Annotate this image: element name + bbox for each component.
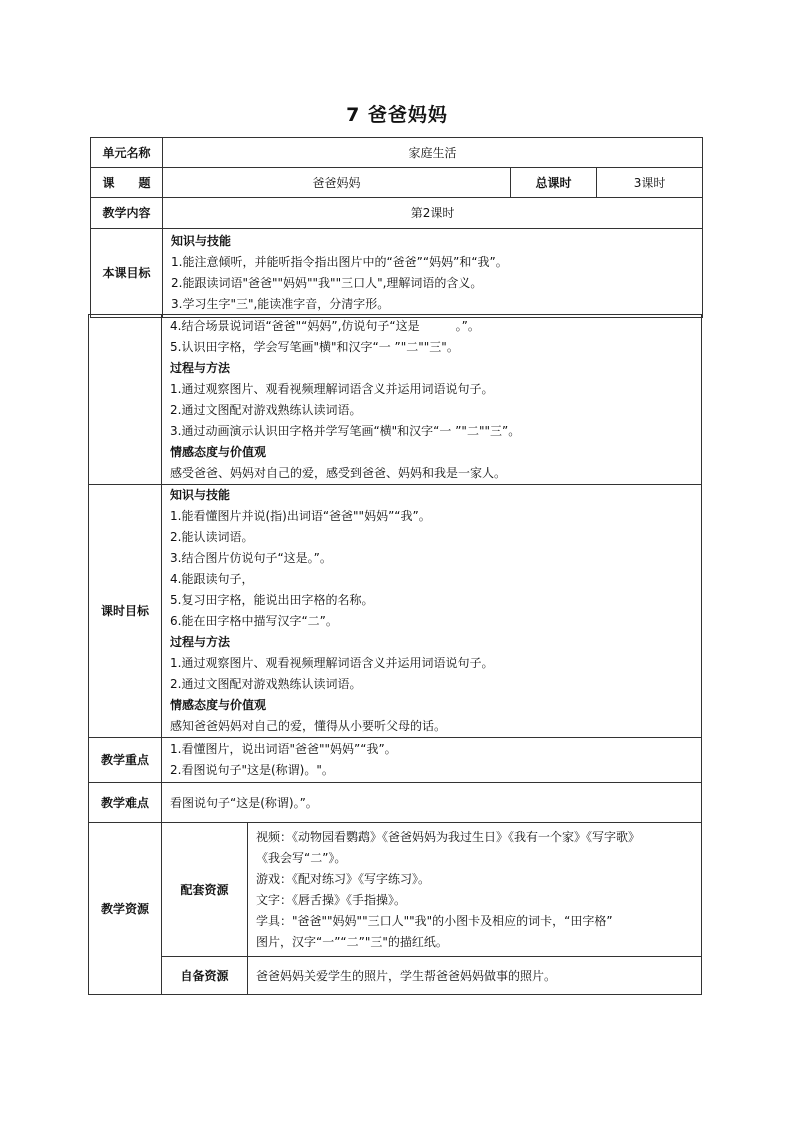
total-hours-value: 3课时 [597,168,703,198]
lesson-plan-table-goals-cont [88,314,702,485]
unit-label: 单元名称 [91,138,163,168]
goal-line: 3.学习生字"三",能读准字音，分清字形。 [171,297,390,311]
goals-heading: 情感态度与价值观 [170,698,267,712]
self-resources-value: 爸爸妈妈关爱学生的照片，学生帮爸爸妈妈做事的照片。 [248,957,702,995]
goal-line: 6.能在田字格中描写汉字“二”。 [170,614,338,628]
key-point-line: 2.看图说句子"这是(称谓)。"。 [170,763,334,777]
unit-value: 家庭生活 [163,138,703,168]
topic-value: 爸爸妈妈 [163,168,511,198]
goal-line: 4.能跟读句子， [170,572,254,586]
goal-line: 2.能跟读词语"爸爸""妈妈""我""三口人",理解词语的含义。 [171,276,483,290]
goals-heading: 过程与方法 [170,360,231,375]
goal-line: 2.通过文图配对游戏熟练认读词语。 [170,402,362,417]
supporting-resources-label: 配套资源 [162,823,248,957]
difficulties-value: 看图说句子“这是(称谓)。”。 [162,783,702,823]
key-points-label: 教学重点 [89,738,162,783]
goal-line: 5.复习田字格，能说出田字格的名称。 [170,593,374,607]
goal-line: 3.通过动画演示认识田字格并学写笔画“横"和汉字“一 ”"二""三”。 [170,423,521,438]
resource-line: 《我会写“二”》。 [256,850,347,865]
key-point-line: 1.看懂图片，说出词语"爸爸""妈妈”“我”。 [170,742,397,756]
goal-line: 1.能看懂图片并说(指)出词语“爸爸""妈妈”“我”。 [170,509,431,523]
goal-line: 2.通过文图配对游戏熟练认读词语。 [170,677,362,691]
goal-line: 4.结合场景说词语“爸爸"“妈妈”,仿说句子“这是 。”。 [170,318,480,333]
supporting-resources-content [248,823,702,957]
content-label: 教学内容 [91,198,163,229]
resource-line: 视频：《动物园看鹦鹉》《爸爸妈妈为我过生日》《我有一个家》《写字歌》 [256,829,641,844]
page-title: 7 爸爸妈妈 [346,104,448,126]
lesson-goals-label: 课时目标 [89,485,162,738]
goals-heading: 过程与方法 [170,635,231,649]
goal-line: 1.通过观察图片、观看视频理解词语含义并运用词语说句子。 [170,381,494,396]
goal-line: 感受爸爸、妈妈对自己的爱，感受到爸爸、妈妈和我是一家人。 [170,465,507,480]
resource-line: 游戏：《配对练习》《写字练习》。 [256,871,431,886]
self-resources-label: 自备资源 [162,957,248,995]
goals-heading: 情感态度与价值观 [170,444,267,459]
course-goals-part2 [162,315,702,485]
course-goals-part1 [163,229,703,318]
course-goals-cont-label [89,315,162,485]
goals-heading: 知识与技能 [170,488,231,502]
resource-line: 学具："爸爸""妈妈""三口人""我"的小图卡及相应的词卡，“田字格” [256,913,613,928]
lesson-goals-content [162,485,702,738]
goal-line: 1.能注意倾听，并能听指令指出图片中的“爸爸”“妈妈”和“我”。 [171,255,508,269]
difficulties-label: 教学难点 [89,783,162,823]
lesson-plan-table-bottom [88,484,702,995]
goal-line: 2.能认读词语。 [170,530,254,544]
goals-heading: 知识与技能 [171,234,232,248]
total-hours-label: 总课时 [511,168,597,198]
goal-line: 1.通过观察图片、观看视频理解词语含义并运用词语说句子。 [170,656,494,670]
goal-line: 感知爸爸妈妈对自己的爱，懂得从小要听父母的话。 [170,719,447,733]
goal-line: 3.结合图片仿说句子“这是。”。 [170,551,332,565]
content-value: 第2课时 [163,198,703,229]
course-goals-label: 本课目标 [91,229,163,318]
resource-line: 文字：《唇舌操》《手指操》。 [256,892,407,907]
resources-label: 教学资源 [89,823,162,995]
topic-label: 课 题 [91,168,163,198]
goal-line: 5.认识田字格，学会写笔画"横"和汉字“一 ”"二""三"。 [170,339,459,354]
key-points-content [162,738,702,783]
resource-line: 图片，汉字“一”“二”"三"的描红纸。 [256,934,448,949]
lesson-plan-table-top [90,137,703,318]
